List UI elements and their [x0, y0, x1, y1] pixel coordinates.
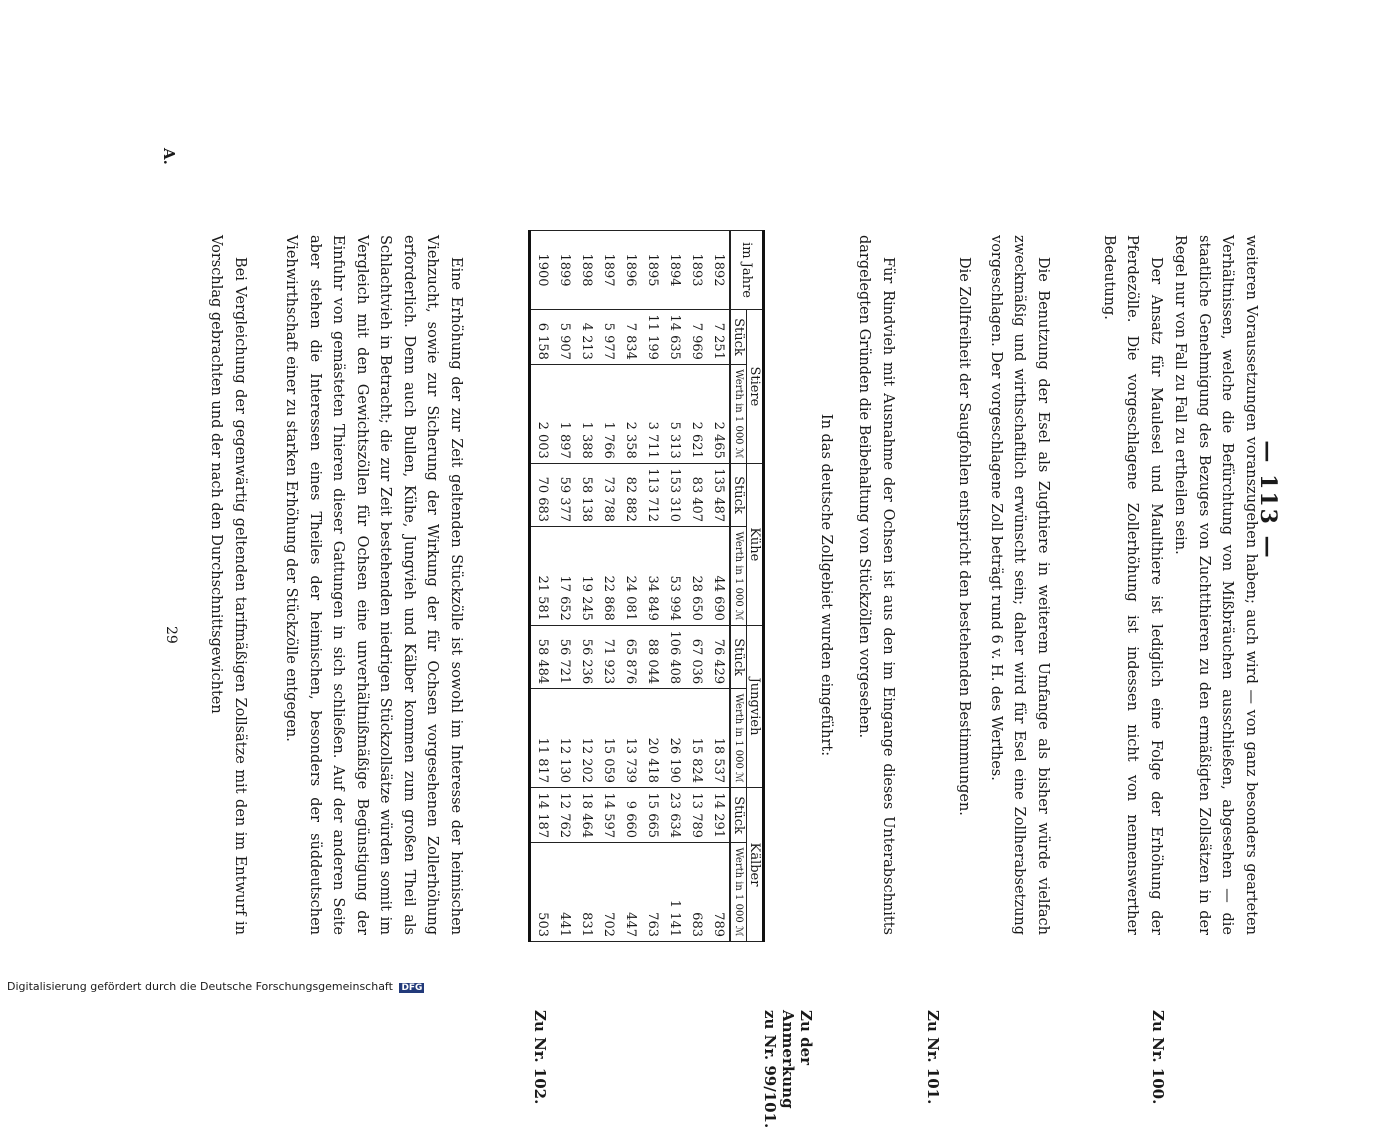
table-cell: 2 003 [530, 364, 554, 463]
table-cell: 70 683 [530, 463, 554, 526]
table-cell: 3 711 [641, 364, 663, 463]
table-cell: 12 130 [553, 689, 575, 788]
value-header: Werth in 1 000 ℳ [730, 689, 747, 788]
table-row [619, 231, 641, 942]
table-cell: 73 788 [597, 463, 619, 526]
paragraph-3: Die Benutzung der Esel als Zugthiere in weiterem Umfange als bisher würde vielfach zweckmäßig und wirthschaftlich erwünscht sein; daher wird für Esel eine Zollherabsetzung vorgeschlagen. Der vorgeschlagene Zoll beträgt rund 6 v. H. des Werthes. [988, 235, 1051, 935]
margin-note-anmerkung [761, 1010, 815, 1140]
table-cell: 22 868 [597, 527, 619, 626]
table-cell: 20 418 [641, 689, 663, 788]
group-header: Kühe [747, 463, 764, 625]
table-cell: 153 310 [663, 463, 685, 526]
table-cell: 441 [553, 843, 575, 942]
value-header: Werth in 1 000 ℳ [730, 527, 747, 626]
table-cell: 5 313 [663, 364, 685, 463]
table-cell: 7 251 [707, 310, 730, 365]
table-row [663, 231, 685, 942]
count-header: Stück [730, 625, 747, 688]
year-cell: 1900 [530, 231, 554, 310]
value-header: Werth in 1 000 ℳ [730, 364, 747, 463]
table-row [685, 231, 707, 942]
table-cell: 5 907 [553, 310, 575, 365]
table-row [575, 231, 597, 942]
table-row [707, 231, 730, 942]
table-row [597, 231, 619, 942]
year-cell: 1898 [575, 231, 597, 310]
paragraph-6: In das deutsche Zollgebiet wurden eingeführt: [818, 413, 834, 757]
table-cell: 763 [641, 843, 663, 942]
table-cell: 56 721 [553, 625, 575, 688]
margin-note-nr102: Zu Nr. 102. [531, 1010, 549, 1105]
paragraph-5: Für Rindvieh mit Ausnahme der Ochsen ist aus den im Eingange dieses Unterabschnitts dargelegten Gründen die Beibehaltung von Stückzöllen vorgesehen. [856, 235, 896, 935]
margin-note-anmerkung-line1: Zu der Anmerkung [779, 1010, 815, 1109]
table-cell: 6 158 [530, 310, 554, 365]
count-header: Stück [730, 310, 747, 365]
year-cell: 1893 [685, 231, 707, 310]
count-header: Stück [730, 463, 747, 526]
table-cell: 5 977 [597, 310, 619, 365]
table-cell: 11 817 [530, 689, 554, 788]
table-cell: 14 635 [663, 310, 685, 365]
table-cell: 503 [530, 843, 554, 942]
table-cell: 88 044 [641, 625, 663, 688]
table-cell: 12 762 [553, 788, 575, 843]
count-header: Stück [730, 788, 747, 843]
table-cell: 59 377 [553, 463, 575, 526]
table-row [530, 231, 554, 942]
table-cell: 17 652 [553, 527, 575, 626]
table-cell: 106 408 [663, 625, 685, 688]
group-header: Stiere [747, 310, 764, 464]
digitization-notice-text: Digitalisierung gefördert durch die Deutsche Forschungsgemeinschaft [7, 980, 393, 993]
table-cell: 1 897 [553, 364, 575, 463]
table-cell: 135 487 [707, 463, 730, 526]
year-cell: 1892 [707, 231, 730, 310]
table-cell: 683 [685, 843, 707, 942]
table-cell: 71 923 [597, 625, 619, 688]
table-cell: 76 429 [707, 625, 730, 688]
table-cell: 53 994 [663, 527, 685, 626]
table-cell: 58 138 [575, 463, 597, 526]
group-header: Jungvieh [747, 625, 764, 787]
table-cell: 13 789 [685, 788, 707, 843]
table-cell: 4 213 [575, 310, 597, 365]
paragraph-4: Die Zollfreiheit der Saugfohlen entspricht den bestehenden Bestimmungen. [956, 257, 972, 816]
table-cell: 67 036 [685, 625, 707, 688]
table-cell: 58 484 [530, 625, 554, 688]
table-cell: 1 388 [575, 364, 597, 463]
digitization-notice [7, 980, 424, 993]
table-row [641, 231, 663, 942]
signature-mark: A. [160, 148, 178, 165]
year-cell: 1896 [619, 231, 641, 310]
table-row [553, 231, 575, 942]
paragraph-1: weiteren Voraussetzungen voranszugehen haben; auch wird — von ganz besonders gearteten Verhältnissen, welche die Befürchtung von Mißbräuchen ausschließen, abgesehen — die staatliche Genehmigung des Bezuges von Zuchtthieren zu den ermäßigten Zollsätzen in der Regel nur von Fall zu Fall zu ertheilen sein. [1172, 235, 1259, 935]
table-cell: 1 766 [597, 364, 619, 463]
year-header: im Jahre [730, 231, 764, 310]
table-cell: 831 [575, 843, 597, 942]
paragraph-8: Bei Vergleichung der gegenwärtig geltenden tarifmäßigen Zollsätze mit den im Entwurf in Vorschlag gebrachten und der nach den Durchschnittsgewichten [208, 235, 248, 935]
table-cell: 15 665 [641, 788, 663, 843]
paragraph-7: Eine Erhöhung der zur Zeit geltenden Stückzölle ist sowohl im Interesse der heimischen Viehzucht, sowie zur Sicherung der Wirkung der für Ochsen vorgesehenen Zollerhöhung erforderlich. Denn auch Bullen, Kühe, Jungvieh und Kälber kommen zum großen Theil als Schlachtvieh in Betracht; die zur Zeit bestehenden niedrigen Stückzollsätze würden somit im Vergleich mit den Gewichtszöllen für Ochsen eine unverhältnißmäßige Begünstigung der Einfuhr von gemästeten Thieren dieser Gattungen in sich schließen. Auf der anderen Seite aber stehen die Interessen eines Theiles der heimischen, besonders der süddeutschen Viehwirthschaft einer zu starken Erhöhung der Stückzölle entgegen. [283, 235, 464, 935]
table-cell: 18 464 [575, 788, 597, 843]
table-cell: 14 597 [597, 788, 619, 843]
table-cell: 28 650 [685, 527, 707, 626]
year-cell: 1894 [663, 231, 685, 310]
table-cell: 1 141 [663, 843, 685, 942]
table-cell: 113 712 [641, 463, 663, 526]
table-cell: 7 834 [619, 310, 641, 365]
table-cell: 44 690 [707, 527, 730, 626]
margin-note-nr101: Zu Nr. 101. [924, 1010, 942, 1105]
table-cell: 13 739 [619, 689, 641, 788]
table-cell: 2 358 [619, 364, 641, 463]
table-cell: 447 [619, 843, 641, 942]
table-cell: 14 291 [707, 788, 730, 843]
table-cell: 15 824 [685, 689, 707, 788]
table-cell: 7 969 [685, 310, 707, 365]
footer-page-number: 29 [163, 626, 179, 644]
table-cell: 789 [707, 843, 730, 942]
table-cell: 21 581 [530, 527, 554, 626]
table-cell: 82 882 [619, 463, 641, 526]
table-cell: 23 634 [663, 788, 685, 843]
table-cell: 56 236 [575, 625, 597, 688]
table-cell: 65 876 [619, 625, 641, 688]
table-cell: 26 190 [663, 689, 685, 788]
year-cell: 1897 [597, 231, 619, 310]
table-cell: 24 081 [619, 527, 641, 626]
value-header: Werth in 1 000 ℳ [730, 843, 747, 942]
table-cell: 18 537 [707, 689, 730, 788]
table-cell: 702 [597, 843, 619, 942]
margin-note-nr100: Zu Nr. 100. [1149, 1010, 1167, 1105]
table-cell: 34 849 [641, 527, 663, 626]
table-cell: 2 465 [707, 364, 730, 463]
group-header: Kälber [747, 788, 764, 942]
table-cell: 11 199 [641, 310, 663, 365]
table-cell: 12 202 [575, 689, 597, 788]
year-cell: 1899 [553, 231, 575, 310]
margin-note-anmerkung-line2: zu Nr. 99/101. [761, 1010, 779, 1129]
table-cell: 14 187 [530, 788, 554, 843]
page-number: — 113 — [1255, 440, 1281, 560]
table-cell: 83 407 [685, 463, 707, 526]
table-cell: 19 245 [575, 527, 597, 626]
table-cell: 15 059 [597, 689, 619, 788]
import-table [528, 230, 765, 942]
paragraph-2: Der Ansatz für Maulesel und Maulthiere ist lediglich eine Folge der Erhöhung der Pferdezölle. Die vorgeschlagene Zollerhöhung ist indessen nicht von nennenswerther Bedeutung. [1101, 235, 1164, 935]
dfg-logo: DFG [401, 983, 423, 993]
table-cell: 9 660 [619, 788, 641, 843]
table-cell: 2 621 [685, 364, 707, 463]
year-cell: 1895 [641, 231, 663, 310]
